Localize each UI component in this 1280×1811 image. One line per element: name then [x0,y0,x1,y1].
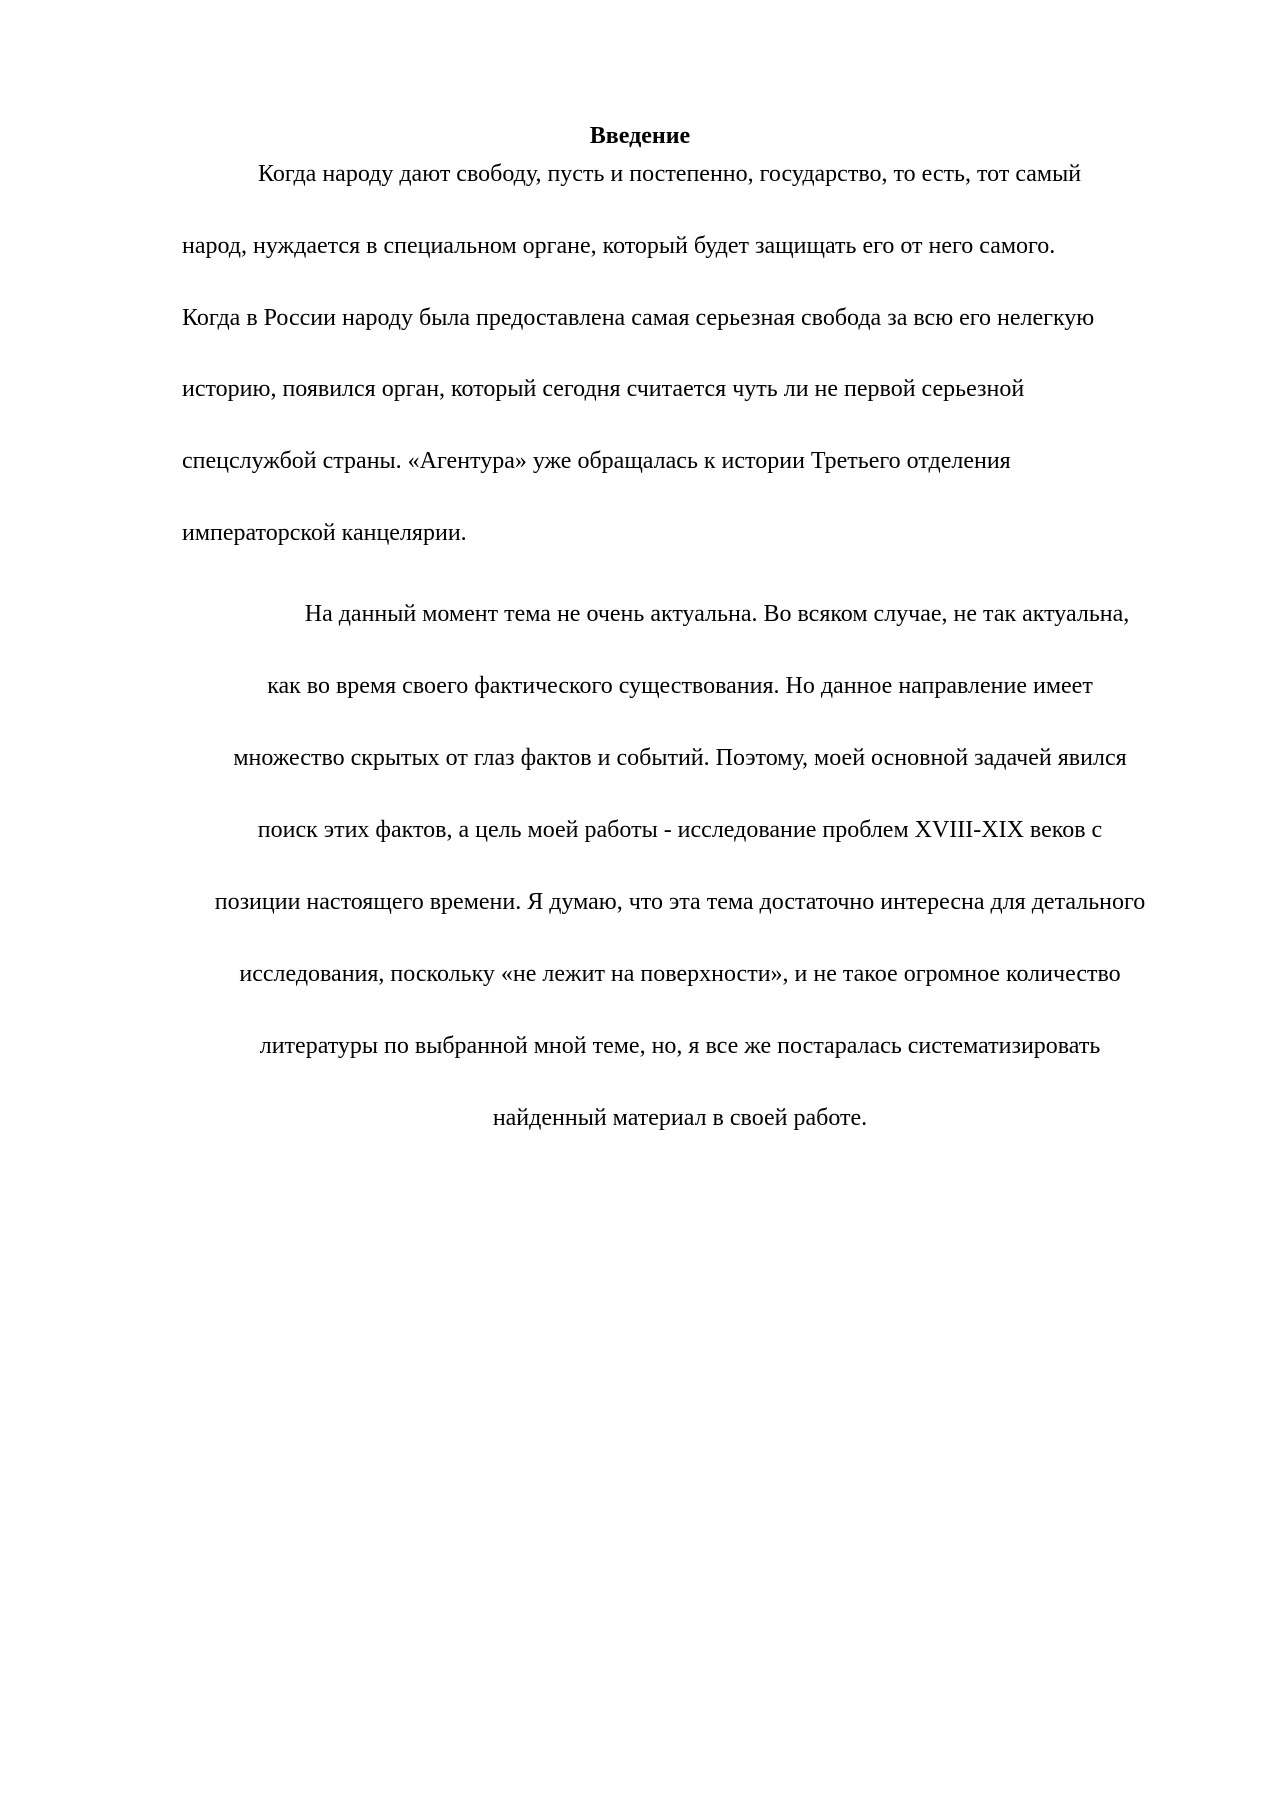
paragraph2-line: позиции настоящего времени. Я думаю, что эта тема достаточно интересна для детального [214,889,1146,915]
paragraph1-line: императорской канцелярии. [182,520,467,546]
paragraph1-line: спецслужбой страны. «Агентура» уже обращалась к истории Третьего отделения [182,448,1011,474]
paragraph2-line: На данный момент тема не очень актуальна. Во всяком случае, не так актуальна, [304,601,1130,627]
paragraph2-line: как во время своего фактического существования. Но данное направление имеет [267,673,1093,699]
paragraph1-line: народ, нуждается в специальном органе, который будет защищать его от него самого. [182,233,1056,259]
paragraph2-line: литературы по выбранной мной теме, но, я все же постаралась систематизировать [259,1033,1101,1059]
paragraph1-line: историю, появился орган, который сегодня считается чуть ли не первой серьезной [182,376,1025,402]
paragraph2-line: поиск этих фактов, а цель моей работы - исследование проблем XVIII-XIX веков с [257,817,1103,843]
page-title: Введение [589,123,691,149]
paragraph2-line: исследования, поскольку «не лежит на поверхности», и не такое огромное количество [239,961,1121,987]
paragraph2-line: множество скрытых от глаз фактов и событий. Поэтому, моей основной задачей явился [233,745,1127,771]
paragraph2-line: найденный материал в своей работе. [492,1105,868,1131]
paragraph1-line: Когда народу дают свободу, пусть и постепенно, государство, то есть, тот самый [258,161,1082,187]
paragraph1-line: Когда в России народу была предоставлена самая серьезная свобода за всю его нелегкую [182,305,1095,331]
